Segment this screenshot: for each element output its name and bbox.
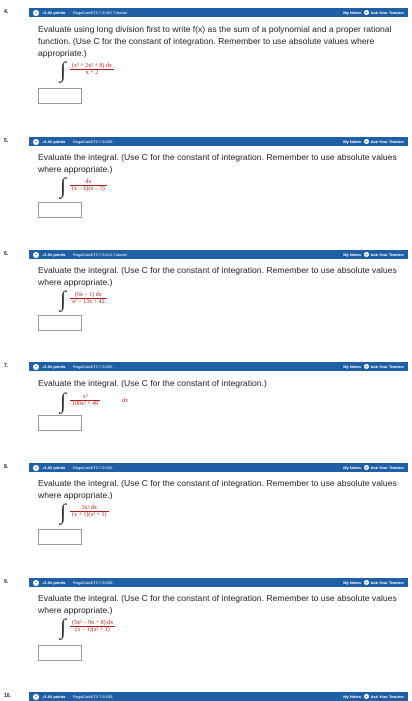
problem-number: 10. [4,693,11,699]
expand-icon[interactable]: − [34,579,38,586]
problem-header-bar [4,137,408,146]
integral-sign-icon: ∫ [60,173,67,198]
ask-teacher-button[interactable]: + Ask Your Teacher [364,10,404,15]
expand-icon[interactable]: − [34,138,38,145]
plus-icon: + [364,364,368,369]
source-label: RogaCalcET3 7.5.012.Tutorial [73,252,127,257]
points-label: -/1.92 points [42,694,66,699]
my-notes-button[interactable]: My Notes [343,580,361,585]
source-label: RogaCalcET3 7.5.022. [73,364,114,369]
integral-sign-icon: ∫ [60,614,67,639]
expand-icon[interactable]: − [34,464,38,471]
ask-teacher-button[interactable]: + Ask Your Teacher [364,252,404,257]
problem-number: 9. [4,579,9,585]
integral-sign-icon: ∫ [60,388,67,413]
answer-input[interactable] [38,415,82,431]
fraction: $\frac{\text{(5x² − 9x + 8) dx}}{\text{(x − 1)(x² + 1)}}$ [72,620,114,633]
plus-icon: + [364,580,368,585]
points-label: -/1.92 points [42,465,66,470]
question-text: Evaluate using long division first to write f(x) as the sum of a polynomial and a proper rational function. (Use C for the constant of integration. Remember to use absolute values where appropriate.) [38,24,392,58]
ask-teacher-button[interactable]: + Ask Your Teacher [364,364,404,369]
expand-icon[interactable]: − [34,693,38,700]
source-label: RogaCalcET3 7.5.033. [73,580,114,585]
problem-number: 8. [4,464,9,470]
my-notes-button[interactable]: My Notes [343,252,361,257]
source-label: RogaCalcET3 7.5.007.Tutorial [73,10,127,15]
problem-header-bar [4,463,408,472]
fraction: $\frac{dx}{(x - 6)(x - 3)}$ [72,179,105,192]
points-label: -/1.92 points [42,252,66,257]
ask-teacher-button[interactable]: + Ask Your Teacher [364,694,404,699]
plus-icon: + [364,139,368,144]
differential: dx [122,398,128,404]
answer-input[interactable] [38,645,82,661]
fraction: $\frac{\text{3x² dx}}{\text{(x + 1)(x² + 1)}}$ [72,505,107,518]
plus-icon: + [364,10,368,15]
fraction: $\frac{\text{(x³ + 2x² + 8) dx}}{x + 2}$ [72,63,112,76]
points-label: -/1.92 points [42,364,66,369]
my-notes-button[interactable]: My Notes [343,10,361,15]
my-notes-button[interactable]: My Notes [343,139,361,144]
question-text: Evaluate the integral. (Use C for the constant of integration. Remember to use absolute values where appropriate.) [38,478,397,500]
problem-header-bar [4,250,408,259]
my-notes-button[interactable]: My Notes [343,364,361,369]
my-notes-button[interactable]: My Notes [343,694,361,699]
integral-sign-icon: ∫ [60,57,67,82]
plus-icon: + [364,465,368,470]
my-notes-button[interactable]: My Notes [343,465,361,470]
problem-number: 5. [4,138,9,144]
expand-icon[interactable]: − [34,363,38,370]
problem-header-bar [4,578,408,587]
question-text: Evaluate the integral. (Use C for the constant of integration. Remember to use absolute values where appropriate.) [38,265,397,287]
problem-header-bar [4,8,408,17]
source-label: RogaCalcET3 7.5.034. [73,465,114,470]
answer-input[interactable] [38,529,82,545]
points-label: -/1.92 points [42,139,66,144]
answer-input[interactable] [38,202,82,218]
ask-teacher-button[interactable]: + Ask Your Teacher [364,139,404,144]
points-label: -/1.92 points [42,580,66,585]
expand-icon[interactable]: − [34,9,38,16]
fraction: $\frac{\text{x²}}{\text{100x² + 49}}$ [72,394,99,407]
integral-sign-icon: ∫ [60,499,67,524]
answer-input[interactable] [38,88,82,104]
fraction: $\frac{(6x - 1) dx}{\text{x² − 13x + 42}}$ [72,292,105,305]
question-text: Evaluate the integral. (Use C for the constant of integration. Remember to use absolute values where appropriate.) [38,152,397,174]
plus-icon: + [364,252,368,257]
problem-number: 7. [4,363,9,369]
question-text: Evaluate the integral. (Use C for the constant of integration. Remember to use absolute values where appropriate.) [38,593,397,615]
expand-icon[interactable]: − [34,251,38,258]
source-label: RogaCalcET3 7.5.009. [73,139,114,144]
problem-header-bar [4,362,408,371]
points-label: -/1.92 points [42,10,66,15]
question-text: Evaluate the integral. (Use C for the constant of integration.) [38,378,267,388]
problem-number: 6. [4,251,9,257]
answer-input[interactable] [38,315,82,331]
source-label: RogaCalcET3 7.5.035. [73,694,114,699]
ask-teacher-button[interactable]: + Ask Your Teacher [364,580,404,585]
plus-icon: + [364,694,368,699]
ask-teacher-button[interactable]: + Ask Your Teacher [364,465,404,470]
integral-sign-icon: ∫ [60,286,67,311]
problem-number: 4. [4,9,9,15]
